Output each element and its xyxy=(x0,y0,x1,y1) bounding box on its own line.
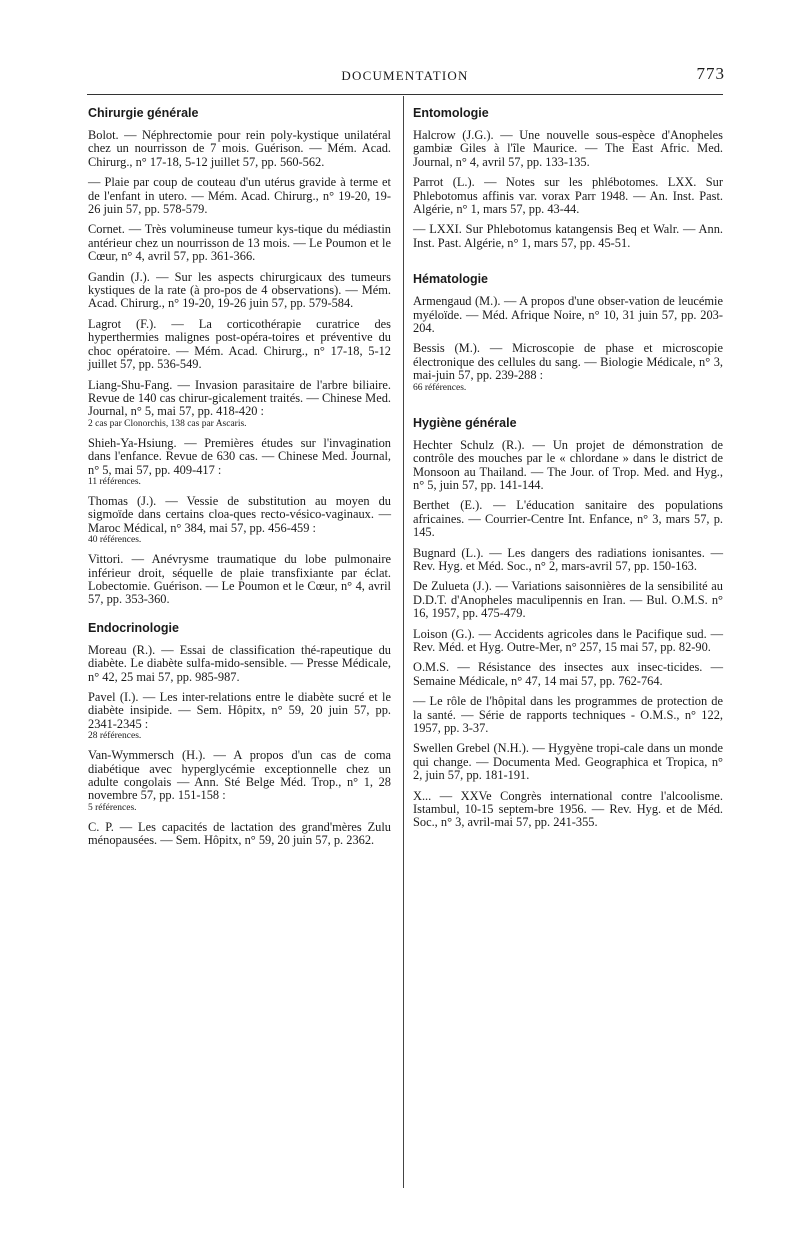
section-heading-entomologie: Entomologie xyxy=(413,106,489,120)
bibliography-entry: Armengaud (M.). — A propos d'une obser-vation de leucémie myéloïde. — Méd. Afrique Noire, n° 10, 31 juin 57, pp. 203-204. xyxy=(413,294,723,336)
bibliography-entry: Loison (G.). — Accidents agricoles dans le Pacifique sud. — Rev. Méd. et Hyg. Outre-Mer, n° 257, 15 mai 57, pp. 82-90. xyxy=(413,626,723,654)
bibliography-entry: — Plaie par coup de couteau d'un utérus gravide à terme et de l'enfant in utero. — Mém. Acad. Chirurg., n° 19-20, 19-26 juin 57, pp. 578-579. xyxy=(88,175,391,217)
bibliography-entry: X... — XXVe Congrès international contre l'alcoolisme. Istambul, 10-15 septem-bre 1956. — Rev. Hyg. et de Méd. Soc., n° 3, avril-mai 57, pp. 241-355. xyxy=(413,788,723,830)
bibliography-entry: De Zulueta (J.). — Variations saisonnières de la sensibilité au D.D.T. d'Anopheles maculipennis en Iran. — Bul. O.M.S. n° 16, 1957, pp. 475-479. xyxy=(413,579,723,621)
entry-note: 2 cas par Clonorchis, 138 cas par Ascaris. xyxy=(88,418,247,429)
entry-note: 40 références. xyxy=(88,535,142,546)
bibliography-entry: Shieh-Ya-Hsiung. — Premières études sur l'invagination dans l'enfance. Revue de 630 cas. — Chinese Med. Journal, n° 5, mai 57, pp. 409-417 : 11 références. xyxy=(88,435,391,487)
left-column xyxy=(88,106,391,855)
bibliography-entry: Pavel (I.). — Les inter-relations entre le diabète sucré et le diabète insipide. — Sem. Hôpitx, n° 59, 20 juin 57, pp. 2341-2345 : 28 références. xyxy=(88,690,391,742)
bibliography-entry: Moreau (R.). — Essai de classification thé-rapeutique du diabète. Le diabète sulfa-mido-sensible. — Presse Médicale, n° 42, 25 mai 57, pp. 985-987. xyxy=(88,642,391,684)
bibliography-entry: Bessis (M.). — Microscopie de phase et microscopie électronique des cellules du sang. — Biologie Médicale, n° 3, mai-juin 57, pp. 239-288 : 66 références. xyxy=(413,341,723,393)
bibliography-entry: Bugnard (L.). — Les dangers des radiations ionisantes. — Rev. Hyg. et Méd. Soc., n° 2, mars-avril 57, pp. 150-163. xyxy=(413,545,723,573)
section-heading-hematologie: Hématologie xyxy=(413,272,489,287)
page-header xyxy=(85,64,725,90)
section-heading-endocrinologie: Endocrinologie xyxy=(88,620,179,635)
section-heading-hygiene: Hygiène générale xyxy=(413,415,517,430)
bibliography-entry: Van-Wymmersch (H.). — A propos d'un cas de coma diabétique avec hyperglycémie exceptionnelle chez un adulte congolais — Ann. Sté Belge Méd. Trop., n° 1, 28 novembre 57, pp. 151-158 : 5 références. xyxy=(88,748,391,813)
bibliography-entry: Halcrow (J.G.). — Une nouvelle sous-espèce d'Anopheles gambiæ Giles à l'île Maurice. — The East Afric. Med. Journal, n° 4, avril 57, pp. 133-135. xyxy=(413,128,723,169)
header-rule xyxy=(87,94,723,95)
bibliography-entry: Thomas (J.). — Vessie de substitution au moyen du sigmoïde dans certains cloa-ques recto-vésico-vaginaux. — Maroc Médical, n° 384, mai 57, pp. 456-459 : 40 références. xyxy=(88,493,391,546)
bibliography-entry: Swellen Grebel (N.H.). — Hygyène tropi-cale dans un monde qui change. — Documenta Med. Geographica et Tropica, n° 2, juin 57, pp. 181-191. xyxy=(413,741,723,783)
bibliography-entry: Liang-Shu-Fang. — Invasion parasitaire de l'arbre biliaire. Revue de 140 cas chirur-gicalement traités. — Chinese Med. Journal, n° 5, mai 57, pp. 418-420 : 2 cas par Clonorchis, 138 cas par Ascaris. xyxy=(88,377,391,429)
entry-note: 5 références. xyxy=(88,802,137,813)
bibliography-entry: Berthet (E.). — L'éducation sanitaire des populations africaines. — Courrier-Centre Int. Enfance, n° 3, mars 57, p. 145. xyxy=(413,498,723,540)
entry-note: 11 références. xyxy=(88,476,141,487)
entry-note: 28 références. xyxy=(88,731,142,742)
bibliography-entry: O.M.S. — Résistance des insectes aux insec-ticides. — Semaine Médicale, n° 47, 14 mai 57, pp. 762-764. xyxy=(413,660,723,688)
bibliography-entry: Lagrot (F.). — La corticothérapie curatrice des hyperthermies malignes post-opéra-toires et préventive du choc opératoire. — Mém. Acad. Chirurg., n° 17-18, 5-12 juillet 57, pp. 536-549. xyxy=(88,316,391,372)
column-divider xyxy=(403,96,404,1188)
bibliography-entry: Parrot (L.). — Notes sur les phlébotomes. LXX. Sur Phlebotomus affinis var. vorax Parr 1948. — An. Inst. Past. Algérie, n° 1, mars 57, pp. 43-44. xyxy=(413,175,723,217)
bibliography-entry: Hechter Schulz (R.). — Un projet de démonstration de contrôle des mouches par le « chlordane » dans le district de Monsoon au Thailand. — The Jour. of Trop. Med. and Hyg., n° 5, juin 57, pp. 141-144. xyxy=(413,437,723,492)
right-column xyxy=(413,106,723,837)
bibliography-entry: — Le rôle de l'hôpital dans les programmes de protection de la santé. — Série de rapports techniques - O.M.S., n° 122, 1957, pp. 3-37. xyxy=(413,694,723,735)
section-heading-chirurgie: Chirurgie générale xyxy=(88,106,199,120)
bibliography-entry: Vittori. — Anévrysme traumatique du lobe pulmonaire inférieur droit, séquelle de plaie transfixiante par éclat. Lobectomie. Guérison. — Le Poumon et le Cœur, n° 4, avril 57, pp. 353-360. xyxy=(88,552,391,607)
entry-note: 66 références. xyxy=(413,382,467,393)
page-number: 773 xyxy=(696,64,725,83)
bibliography-entry: Cornet. — Très volumineuse tumeur kys-tique du médiastin antérieur chez un nourrisson de 13 mois. — Le Poumon et le Cœur, n° 4, avril 57, pp. 361-366. xyxy=(88,222,391,264)
bibliography-entry: Bolot. — Néphrectomie pour rein poly-kystique unilatéral chez un nourrisson de 7 mois. Guérison. — Mém. Acad. Chirurg., n° 17-18, 5-12 juillet 57, pp. 560-562. xyxy=(88,128,391,169)
bibliography-entry: Gandin (J.). — Sur les aspects chirurgicaux des tumeurs kystiques de la rate (à pro-pos de 4 observations). — Mém. Acad. Chirurg., n° 19-20, 19-26 juin 57, pp. 579-584. xyxy=(88,269,391,311)
bibliography-entry: — LXXI. Sur Phlebotomus katangensis Beq et Walr. — Ann. Inst. Past. Algérie, n° 1, mars 57, pp. 45-51. xyxy=(413,222,723,250)
bibliography-entry: C. P. — Les capacités de lactation des grand'mères Zulu ménopausées. — Sem. Hôpitx, n° 59, 20 juin 57, p. 2362. xyxy=(88,819,391,848)
running-title: DOCUMENTATION xyxy=(341,68,469,83)
